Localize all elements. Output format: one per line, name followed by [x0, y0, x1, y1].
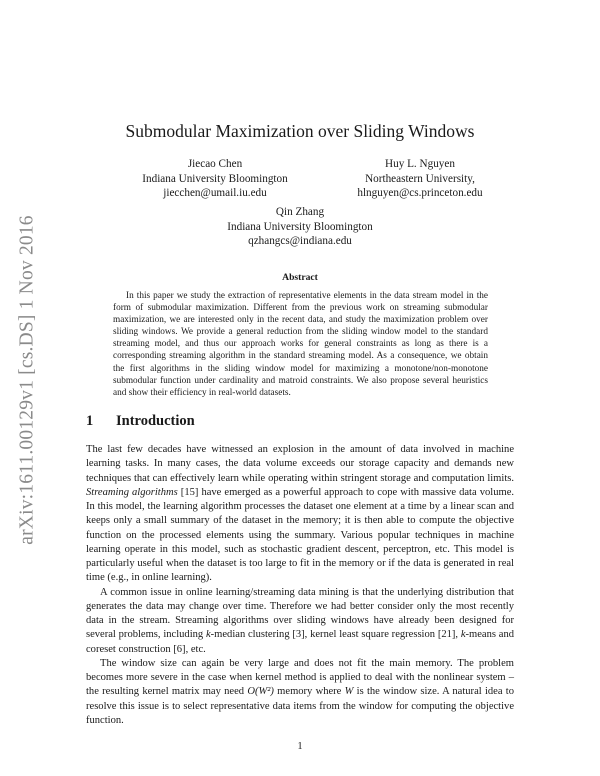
author-1	[120, 157, 310, 201]
author-affiliation: Indiana University Bloomington	[227, 220, 373, 233]
arxiv-stamp	[6, 200, 50, 560]
author-3	[205, 205, 395, 249]
section-heading	[86, 413, 195, 430]
author-email: hlnguyen@cs.princeton.edu	[357, 187, 483, 200]
author-affiliation: Northeastern University,	[365, 172, 475, 185]
author-name: Qin Zhang	[275, 206, 325, 218]
abstract-text: In this paper we study the extraction of representative elements in the data stream model in the form of submodular maximization. Different from the previous work on streaming submodular maximization, we are interested only in the recent data, and study the maximization problem over sliding windows. We provide a general reduction from the sliding window model to the standard streaming model, and thus our approach works for general constraints as long as there is a corresponding streaming algorithm in the standard streaming model. As a consequence, we obtain the first algorithms in the sliding window model for maximizing a monotone/non-monotone submodular function under cardinality and matroid constraints. We also propose several heuristics and show their efficiency in real-world datasets.	[113, 291, 488, 398]
author-affiliation: Indiana University Bloomington	[142, 172, 288, 185]
math-expression: O(W²)	[247, 686, 274, 698]
emphasis: Streaming algorithms	[86, 486, 178, 498]
section-title: Introduction	[116, 413, 195, 429]
body-text	[86, 443, 514, 728]
paragraph-1: The last few decades have witnessed an explosion in the amount of data involved in machine learning tasks. In many cases, the data volume exceeds our storage capacity and demands new techniques that can effectively learn while operating within stringent storage and computation limits. Streaming algorithms [15] have emerged as a powerful approach to cope with massive data volume. In this model, the learning algorithm processes the dataset one element at a time by a linear scan and keeps only a small summary of the dataset in the memory; it is then able to compute the objective function on the processed elements using the summary. Various popular techniques in machine learning operate in this model, such as stochastic gradient descent, perceptron, etc. This model is particularly useful when the dataset is too large to fit in the memory or if the data is generated in real time (e.g., in online learning).	[86, 444, 515, 584]
arxiv-stamp-text: arXiv:1611.00129v1 [cs.DS] 1 Nov 2016	[17, 215, 39, 545]
paragraph-2: A common issue in online learning/streaming data mining is that the underlying distribution that generates the data may change over time. Therefore we had better consider only the most recently data in the stream. Streaming algorithms over sliding windows have already been designed for several problems, including k-median clustering [3], kernel least square regression [21], k-means and coreset construction [6], etc.	[86, 586, 514, 655]
paper-title: Submodular Maximization over Sliding Windows	[125, 121, 475, 141]
author-2	[325, 157, 515, 201]
page-number: 1	[297, 741, 303, 752]
abstract-heading: Abstract	[282, 272, 318, 283]
author-name: Jiecao Chen	[187, 158, 243, 170]
section-number: 1	[86, 413, 94, 429]
author-email: jiecchen@umail.iu.edu	[163, 187, 267, 200]
author-email: qzhangcs@indiana.edu	[248, 235, 352, 248]
paragraph-3: The window size can again be very large and does not fit the main memory. The problem becomes more severe in the case when kernel method is applied to deal with the nonlinear system – the resulting kernel matrix may need O(W²) memory where W is the window size. A natural idea to resolve this issue is to select representative data items from the window for computing the objective function.	[86, 657, 514, 726]
author-name: Huy L. Nguyen	[385, 158, 455, 170]
